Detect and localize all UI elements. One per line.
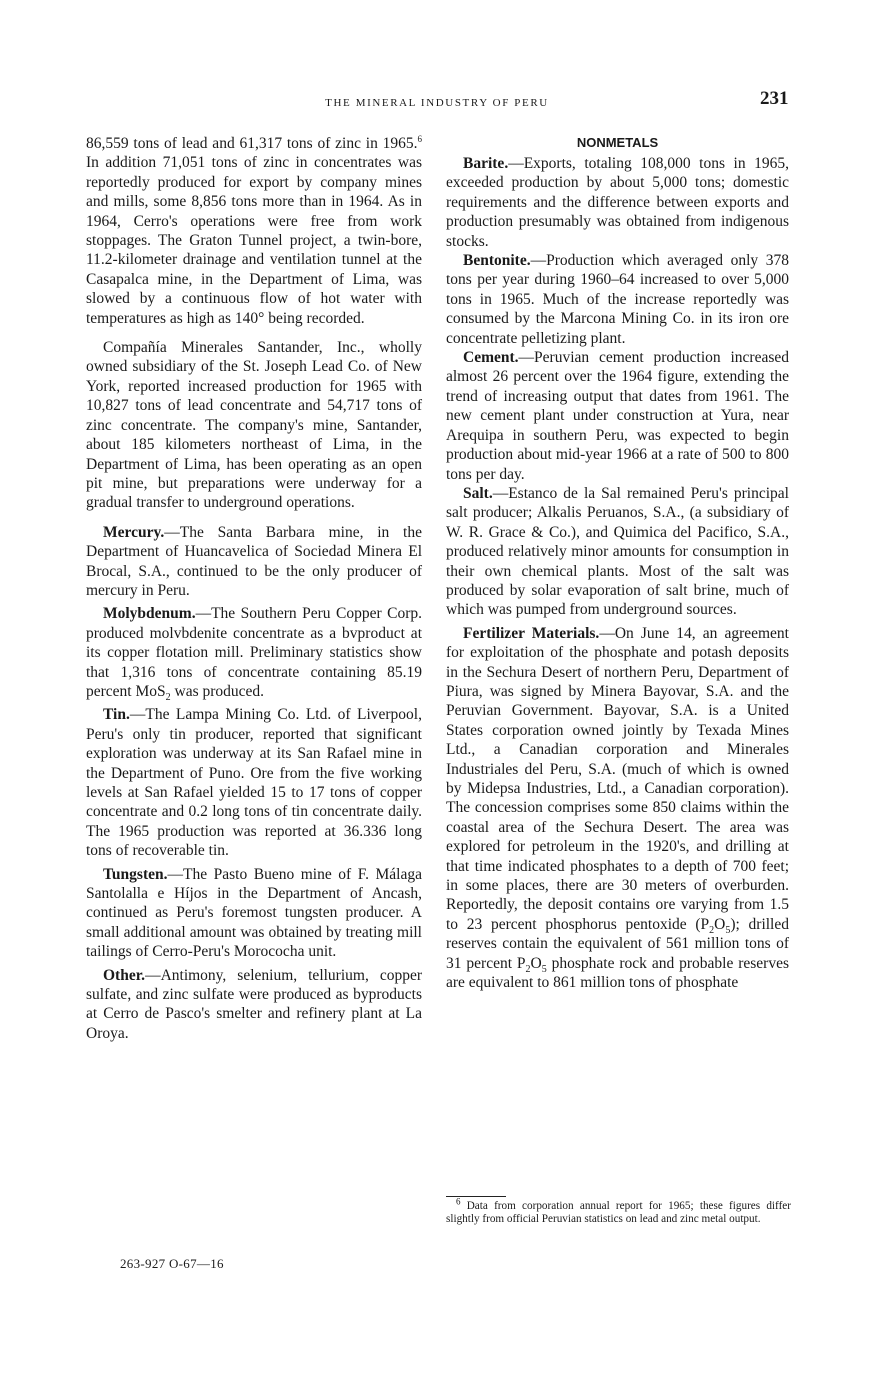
- run-in-heading-other: Other.: [103, 966, 146, 984]
- paragraph-other: [86, 966, 422, 1044]
- paragraph-text: —Exports, totaling 108,000 tons in 1965, exceeded production by about 5,000 tons; domestic requirements and the difference between exports and production presumably was obtained from indigenous stocks.: [446, 155, 789, 250]
- footnote-text: Data from corporation annual report for 1965; these figures differ slightly from official Peruvian statistics on lead and zinc metal output.: [446, 1200, 791, 1225]
- paragraph-text: —On June 14, an agreement for exploitation of the phosphate and potash deposits in the Sechura Desert of northern Peru, Department of Piura, was signed by Minera Bayovar, S.A. and the Peruvian Government. Bayovar, S.A. is a United States corporation owned jointly by Texada Mines Ltd., a Canadian corporation and Minerales Industriales del Peru, S.A. (much of which is owned by Midepsa Industries, Ltd., a Canadian corporation). The concession comprises some 850 claims within the coastal area of the Sechura Desert. The area was explored for petroleum in the 1920's, and drilling at that time indicated phosphates to a depth of 700 feet; in some places, there are 30 meters of overburden. Reportedly, the deposit contains ore varying from 1.5 to 23 percent phosphorus pentoxide (P: [446, 624, 789, 933]
- run-in-heading-barite: Barite.: [463, 155, 509, 172]
- paragraph-text: was produced.: [170, 682, 265, 700]
- run-in-heading-tin: Tin.: [103, 706, 130, 724]
- paragraph-text: —Estanco de la Sal remained Peru's principal salt producer; Alkalis Peruanos, S.A., (a subsidiary of W. R. Grace & Co.), and Quimica del Pacifico, S.A., produced relatively minor amounts for consumption in their own chemical plants. Most of the salt was produced by solar evaporation of salt brine, much of which was pumped from underground sources.: [446, 484, 789, 619]
- subscript: 2: [709, 924, 715, 936]
- paragraph-text: —The Southern Peru Copper Corp. produced molvbdenite concentrate as a bvproduct at its copper flotation mill. Preliminary statistics show that 1,316 tons of concentrate containing 85.19 percent MoS: [86, 605, 422, 700]
- page-number: 231: [760, 88, 789, 109]
- paragraph-text: O: [714, 915, 726, 933]
- paragraph-text: —Peruvian cement production increased almost 26 percent over the 1964 figure, extending the trend of increasing output that dates from 1961. The new cement plant under construction at Yura, near Arequipa in southern Peru, was expected to begin production about mid-year 1966 at a rate of 500 to 800 tons per day.: [446, 349, 789, 483]
- run-in-heading-molybdenum: Molybdenum.: [103, 605, 196, 623]
- subscript: 2: [525, 963, 531, 975]
- subscript: 2: [165, 692, 171, 704]
- paragraph-santander: Compañía Minerales Santander, Inc., wholly owned subsidiary of the St. Joseph Lead Co. of New York, reported increased production for 1965 with 10,827 tons of lead concentrate and 54,717 tons of zinc concentrate. The company's mine, Santander, about 185 kilometers northeast of Lima, in the Department of Lima, has been operating as an open pit mine, but preparations were underway for a gradual transfer to underground operations.: [86, 339, 422, 512]
- running-title: THE MINERAL INDUSTRY OF PERU: [325, 97, 549, 109]
- left-column: [86, 134, 422, 1043]
- right-column: [446, 134, 789, 992]
- paragraph-lead-zinc-output: [86, 134, 422, 328]
- paragraph-molybdenum: [86, 604, 422, 704]
- subscript: 5: [725, 924, 731, 936]
- subscript: 5: [541, 963, 547, 975]
- paragraph-text: —The Santa Barbara mine, in the Department of Huancavelica of Sociedad Minera El Brocal, S.A., continued to be the only producer of mercury in Peru.: [86, 523, 422, 599]
- run-in-heading-bentonite: Bentonite.: [463, 252, 531, 270]
- run-in-heading-cement: Cement.: [463, 349, 519, 367]
- paragraph-barite: [446, 154, 789, 251]
- paragraph-text: phosphate rock and probable reserves are equivalent to 861 million tons of phosphate: [446, 954, 789, 992]
- paragraph-tin: [86, 705, 422, 860]
- run-in-heading-tungsten: Tungsten.: [103, 865, 168, 883]
- footnote-reference: 6: [417, 133, 422, 144]
- paragraph-bentonite: [446, 251, 789, 348]
- paragraph-text: —Production which averaged only 378 tons per year during 1960–64 increased to over 5,000 tons in 1965. Much of the increase reportedly was consumed by the Marcona Mining Co. in its iron ore concentrate pelletizing plant.: [446, 252, 789, 347]
- paragraph-tungsten: [86, 865, 422, 962]
- run-in-heading-mercury: Mercury.: [103, 523, 165, 541]
- paragraph-text: —Antimony, selenium, tellurium, copper sulfate, and zinc sulfate were produced as byproducts at Cerro de Pasco's smelter and refinery plant at La Oroya.: [86, 966, 422, 1042]
- paragraph-text: 86,559 tons of lead and 61,317 tons of zinc in 1965.: [86, 135, 418, 152]
- paragraph-text: In addition 71,051 tons of zinc in concentrates was reportedly produced for export by company mines and mills, some 8,856 tons more than in 1964. As in 1964, Cerro's operations were free from work stoppages. The Graton Tunnel project, a twin-bore, 11.2-kilometer drainage and ventilation tunnel at the Casapalca mine, in the Department of Lima, was slowed by a continuous flow of hot water with temperatures as high as 140° being recorded.: [86, 154, 422, 327]
- section-heading-nonmetals: NONMETALS: [576, 135, 659, 150]
- run-in-heading-salt: Salt.: [463, 484, 493, 502]
- paragraph-salt: [446, 484, 789, 620]
- paragraph-text: O: [530, 954, 542, 972]
- footnote-divider: [446, 1196, 506, 1197]
- paragraph-text: —The Pasto Bueno mine of F. Málaga Santolalla e Híjos in the Department of Ancash, continued as Peru's foremost tungsten producer. A small additional amount was obtained by treating mill tailings of Cerro-Peru's Morococha unit.: [86, 865, 422, 961]
- paragraph-cement: [446, 348, 789, 484]
- paragraph-mercury: [86, 523, 422, 601]
- paragraph-text: —The Lampa Mining Co. Ltd. of Liverpool, Peru's only tin producer, reported that significant exploration was underway at its San Rafael mine in the Department of Puno. Ore from the five working levels at San Rafael yielded 15 to 17 tons of copper concentrate and 0.2 long tons of tin concentrate daily. The 1965 production was reported at 36.336 long tons of recoverable tin.: [86, 706, 422, 860]
- print-job-code: 263-927 O-67—16: [120, 1256, 224, 1271]
- footnote-marker: 6: [456, 1196, 461, 1207]
- paragraph-text: ); drilled reserves contain the equivalent of 561 million tons of 31 percent P: [446, 915, 789, 972]
- footnote: [446, 1196, 791, 1225]
- paragraph-fertilizer-materials: [446, 624, 789, 993]
- run-in-heading-fertilizer: Fertilizer Materials.: [463, 624, 600, 642]
